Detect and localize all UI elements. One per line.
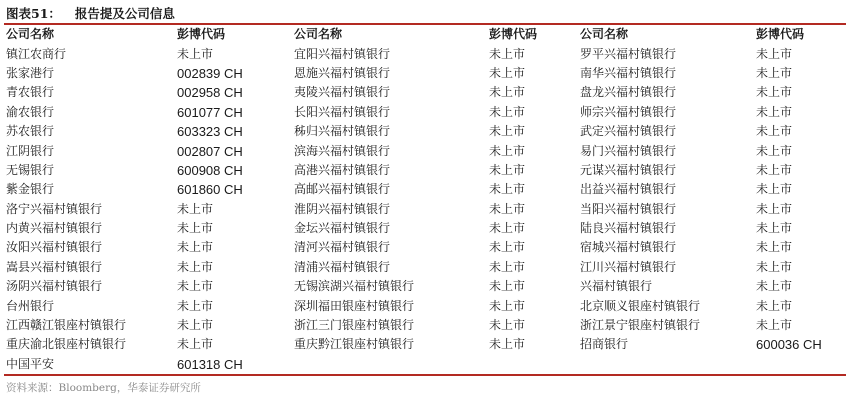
- bloomberg-code-cell: 002839 CH: [177, 65, 243, 81]
- bloomberg-code-cell: 未上市: [756, 182, 793, 197]
- table-row: [4, 219, 846, 238]
- company-name-cell: 罗平兴福村镇银行: [580, 46, 677, 61]
- table-row: [4, 141, 846, 160]
- bloomberg-code-cell: 未上市: [756, 318, 793, 333]
- company-name-cell: 清河兴福村镇银行: [294, 240, 391, 255]
- company-name-cell: 恩施兴福村镇银行: [294, 65, 391, 80]
- company-name-cell: 秭归兴福村镇银行: [294, 124, 391, 139]
- table-row: [4, 258, 846, 277]
- company-name-cell: 汝阳兴福村镇银行: [6, 240, 103, 255]
- table-row: [4, 83, 846, 102]
- bloomberg-code-cell: 未上市: [177, 259, 214, 274]
- bloomberg-code-cell: 未上市: [489, 279, 526, 294]
- bloomberg-code-cell: 600908 CH: [177, 162, 243, 178]
- bottom-rule: [4, 374, 846, 376]
- table-row: [4, 200, 846, 219]
- company-name-cell: 渝农银行: [6, 104, 55, 119]
- bloomberg-code-cell: 未上市: [756, 65, 793, 80]
- company-name-cell: 汤阴兴福村镇银行: [6, 279, 103, 294]
- bloomberg-code-cell: 未上市: [756, 46, 793, 61]
- figure-title: [6, 6, 175, 22]
- bloomberg-code-cell: 未上市: [177, 298, 214, 313]
- bloomberg-code-cell: 未上市: [489, 162, 526, 177]
- company-name-cell: 长阳兴福村镇银行: [294, 104, 391, 119]
- bloomberg-code-cell: 未上市: [489, 104, 526, 119]
- company-name-cell: 青农银行: [6, 85, 55, 100]
- company-name-cell: 北京顺义银座村镇银行: [580, 298, 701, 313]
- company-name-cell: 江川兴福村镇银行: [580, 259, 677, 274]
- table-row: [4, 180, 846, 199]
- header-bloomberg-code: 彭博代码: [756, 27, 805, 42]
- bloomberg-code-cell: 未上市: [756, 279, 793, 294]
- company-name-cell: 重庆渝北银座村镇银行: [6, 337, 127, 352]
- company-name-cell: 苏农银行: [6, 124, 55, 139]
- table-row: [4, 316, 846, 335]
- company-name-cell: 淮阴兴福村镇银行: [294, 201, 391, 216]
- bloomberg-code-cell: 未上市: [756, 104, 793, 119]
- company-name-cell: 元谋兴福村镇银行: [580, 162, 677, 177]
- bloomberg-code-cell: 未上市: [177, 221, 214, 236]
- bloomberg-code-cell: [754, 355, 846, 374]
- company-table: [4, 25, 846, 374]
- table-row: [4, 277, 846, 296]
- table-row: [4, 238, 846, 257]
- company-name-cell: 岀益兴福村镇银行: [580, 182, 677, 197]
- figure-number: 图表51：: [6, 6, 61, 21]
- company-name-cell: 滨海兴福村镇银行: [294, 143, 391, 158]
- bloomberg-code-cell: 未上市: [756, 221, 793, 236]
- company-name-cell: 镇江农商行: [6, 46, 67, 61]
- company-name-cell: 南华兴福村镇银行: [580, 65, 677, 80]
- company-name-cell: 师宗兴福村镇银行: [580, 104, 677, 119]
- bloomberg-code-cell: 未上市: [489, 143, 526, 158]
- company-name-cell: 深圳福田银座村镇银行: [294, 298, 415, 313]
- company-name-cell: 嵩县兴福村镇银行: [6, 259, 103, 274]
- bloomberg-code-cell: 未上市: [756, 143, 793, 158]
- table-row: [4, 161, 846, 180]
- company-name-cell: 宿城兴福村镇银行: [580, 240, 677, 255]
- bloomberg-code-cell: 未上市: [489, 182, 526, 197]
- table-row: [4, 64, 846, 83]
- company-name-cell: 武定兴福村镇银行: [580, 124, 677, 139]
- company-name-cell: 重庆黔江银座村镇银行: [294, 337, 415, 352]
- company-name-cell: 紫金银行: [6, 182, 55, 197]
- bloomberg-code-cell: 601077 CH: [177, 104, 243, 120]
- bloomberg-code-cell: 600036 CH: [756, 337, 822, 353]
- company-name-cell: 夷陵兴福村镇银行: [294, 85, 391, 100]
- bloomberg-code-cell: 未上市: [489, 318, 526, 333]
- company-name-cell: 高港兴福村镇银行: [294, 162, 391, 177]
- company-name-cell: [292, 355, 487, 374]
- bloomberg-code-cell: 未上市: [177, 318, 214, 333]
- bloomberg-code-cell: 未上市: [489, 124, 526, 139]
- company-name-cell: 洛宁兴福村镇银行: [6, 201, 103, 216]
- bloomberg-code-cell: 未上市: [756, 124, 793, 139]
- bloomberg-code-cell: 未上市: [756, 162, 793, 177]
- bloomberg-code-cell: 未上市: [177, 46, 214, 61]
- company-name-cell: 陆良兴福村镇银行: [580, 221, 677, 236]
- table-row: [4, 103, 846, 122]
- company-name-cell: 当阳兴福村镇银行: [580, 201, 677, 216]
- company-name-cell: 兴福村镇银行: [580, 279, 653, 294]
- company-name-cell: 张家港行: [6, 65, 55, 80]
- bloomberg-code-cell: 未上市: [489, 337, 526, 352]
- company-name-cell: 无锡滨湖兴福村镇银行: [294, 279, 415, 294]
- company-name-cell: 清浦兴福村镇银行: [294, 259, 391, 274]
- bloomberg-code-cell: 未上市: [489, 65, 526, 80]
- figure-caption: 报告提及公司信息: [74, 6, 175, 21]
- table-row: [4, 122, 846, 141]
- header-bloomberg-code: 彭博代码: [177, 27, 226, 42]
- header-company-name: 公司名称: [580, 27, 629, 42]
- bloomberg-code-cell: 未上市: [177, 337, 214, 352]
- bloomberg-code-cell: 未上市: [489, 85, 526, 100]
- bloomberg-code-cell: 未上市: [489, 298, 526, 313]
- header-company-name: 公司名称: [6, 27, 55, 42]
- bloomberg-code-cell: 002807 CH: [177, 143, 243, 159]
- table-row: [4, 355, 846, 374]
- company-name-cell: 盘龙兴福村镇银行: [580, 85, 677, 100]
- bloomberg-code-cell: 未上市: [489, 201, 526, 216]
- bloomberg-code-cell: 未上市: [177, 279, 214, 294]
- bloomberg-code-cell: 未上市: [489, 46, 526, 61]
- bloomberg-code-cell: 未上市: [489, 221, 526, 236]
- bloomberg-code-cell: 601860 CH: [177, 182, 243, 198]
- bloomberg-code-cell: 未上市: [756, 201, 793, 216]
- company-name-cell: 浙江景宁银座村镇银行: [580, 318, 701, 333]
- company-name-cell: 台州银行: [6, 298, 55, 313]
- company-name-cell: 无锡银行: [6, 162, 55, 177]
- header-row: [4, 25, 846, 44]
- bloomberg-code-cell: 未上市: [756, 259, 793, 274]
- bloomberg-code-cell: 601318 CH: [177, 356, 243, 372]
- company-name-cell: 江西赣江银座村镇银行: [6, 318, 127, 333]
- header-bloomberg-code: 彭博代码: [489, 27, 538, 42]
- bloomberg-code-cell: 未上市: [756, 85, 793, 100]
- bloomberg-code-cell: 002958 CH: [177, 85, 243, 101]
- company-name-cell: 招商银行: [580, 337, 629, 352]
- bloomberg-code-cell: 未上市: [177, 201, 214, 216]
- company-name-cell: 浙江三门银座村镇银行: [294, 318, 415, 333]
- bloomberg-code-cell: 未上市: [489, 259, 526, 274]
- company-name-cell: 高邮兴福村镇银行: [294, 182, 391, 197]
- bloomberg-code-cell: 未上市: [489, 240, 526, 255]
- company-name-cell: 江阴银行: [6, 143, 55, 158]
- company-name-cell: 内黄兴福村镇银行: [6, 221, 103, 236]
- company-name-cell: 易门兴福村镇银行: [580, 143, 677, 158]
- source-note: 资料来源：Bloomberg，华泰证券研究所: [6, 382, 201, 394]
- bloomberg-code-cell: 未上市: [756, 298, 793, 313]
- company-name-cell: 中国平安: [6, 356, 55, 371]
- header-company-name: 公司名称: [294, 27, 343, 42]
- bloomberg-code-cell: 未上市: [177, 240, 214, 255]
- table-row: [4, 296, 846, 315]
- bloomberg-code-cell: 未上市: [756, 240, 793, 255]
- bloomberg-code-cell: [487, 355, 578, 374]
- company-name-cell: [578, 355, 754, 374]
- company-name-cell: 金坛兴福村镇银行: [294, 221, 391, 236]
- table-row: [4, 335, 846, 354]
- bloomberg-code-cell: 603323 CH: [177, 124, 243, 140]
- table-row: [4, 44, 846, 63]
- company-name-cell: 宜阳兴福村镇银行: [294, 46, 391, 61]
